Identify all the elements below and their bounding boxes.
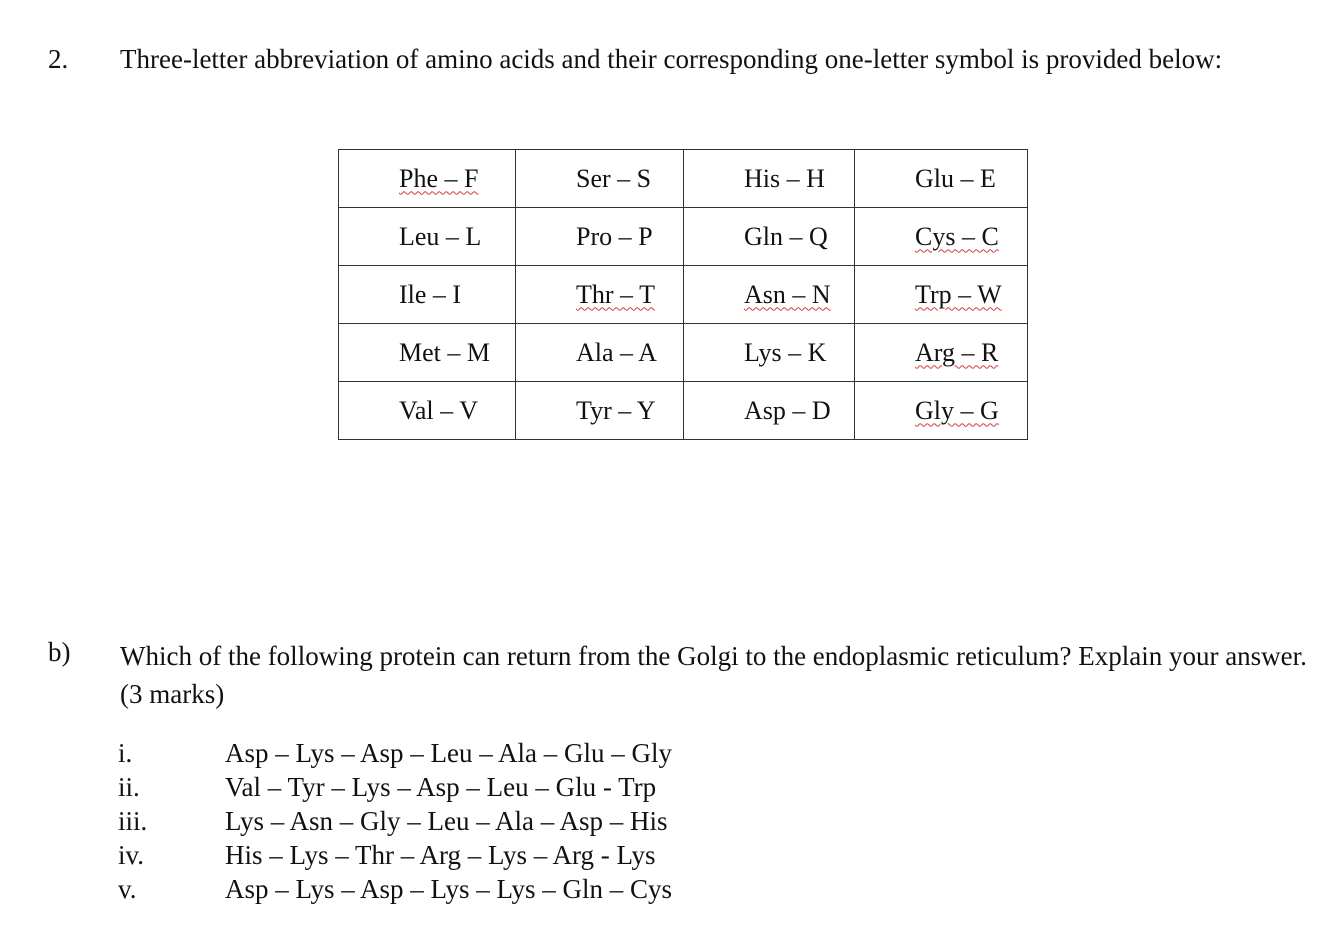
table-cell: Glu – E	[855, 150, 1028, 208]
table-cell: Ser – S	[516, 150, 684, 208]
option-number: v.	[118, 874, 137, 904]
part-b-question: Which of the following protein can return from the Golgi to the endoplasmic reticulum? Explain your answer. (3 marks)	[120, 641, 1307, 709]
table-cell: Asp – D	[684, 382, 855, 440]
table-row	[339, 208, 1028, 266]
table-row	[339, 382, 1028, 440]
table-cell: Thr – T	[516, 266, 684, 324]
table-cell: Cys – C	[855, 208, 1028, 266]
table-cell: Leu – L	[339, 208, 516, 266]
table-cell: Ala – A	[516, 324, 684, 382]
option-sequence: Asp – Lys – Asp – Lys – Lys – Gln – Cys	[225, 874, 673, 904]
table-cell: Asn – N	[684, 266, 855, 324]
table-cell: Gly – G	[855, 382, 1028, 440]
part-b-label: b)	[48, 637, 71, 667]
amino-acid-table	[338, 149, 1028, 440]
question-text: Three-letter abbreviation of amino acids and their corresponding one-letter symbol is provided below:	[120, 44, 1223, 74]
table-row	[339, 324, 1028, 382]
option-sequence: Lys – Asn – Gly – Leu – Ala – Asp – His	[225, 806, 668, 836]
option-number: iii.	[118, 806, 148, 836]
table-row	[339, 266, 1028, 324]
table-cell: Pro – P	[516, 208, 684, 266]
table-cell: Phe – F	[339, 150, 516, 208]
table-cell: Arg – R	[855, 324, 1028, 382]
option-number: iv.	[118, 840, 144, 870]
table-cell: Trp – W	[855, 266, 1028, 324]
option-number: ii.	[118, 772, 140, 802]
table-cell: His – H	[684, 150, 855, 208]
question-number: 2.	[48, 44, 69, 74]
option-sequence: Asp – Lys – Asp – Leu – Ala – Glu – Gly	[225, 738, 673, 768]
table-cell: Ile – I	[339, 266, 516, 324]
table-cell: Met – M	[339, 324, 516, 382]
option-number: i.	[118, 738, 133, 768]
table-cell: Val – V	[339, 382, 516, 440]
option-sequence: His – Lys – Thr – Arg – Lys – Arg - Lys	[225, 840, 656, 870]
table-cell: Tyr – Y	[516, 382, 684, 440]
table-cell: Gln – Q	[684, 208, 855, 266]
option-sequence: Val – Tyr – Lys – Asp – Leu – Glu - Trp	[225, 772, 657, 802]
table-cell: Lys – K	[684, 324, 855, 382]
table-row	[339, 150, 1028, 208]
